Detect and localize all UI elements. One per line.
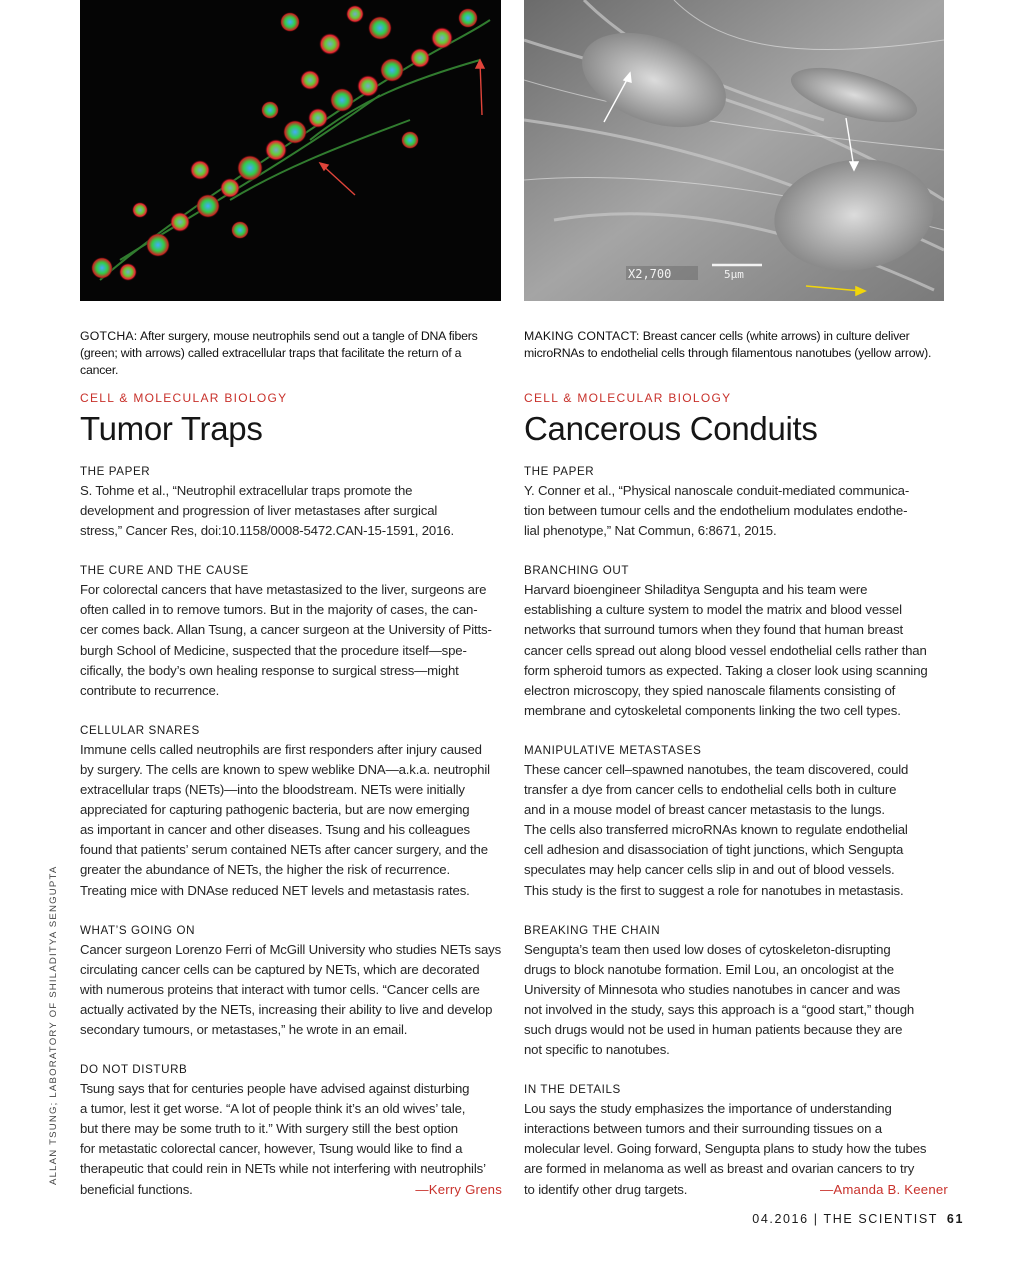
body-line: stress,” Cancer Res, doi:10.1158/0008-5472.CAN-15-1591, 2016. [80, 523, 455, 539]
body-line: University of Minnesota who studies nanotubes in cancer and was [524, 981, 901, 997]
body-line: Harvard bioengineer Shiladitya Sengupta and his team were [524, 582, 868, 598]
body-line: cifically, the body’s own healing response to surgical stress—might [80, 662, 459, 678]
neutrophil-cell [237, 155, 263, 181]
neutrophil-cell [458, 8, 478, 28]
page-footer [752, 1212, 964, 1226]
body-line: such drugs would not be used in human patients because they are [524, 1021, 903, 1037]
neutrophil-cell [132, 202, 148, 218]
section-heading: CELLULAR SNARES [80, 723, 200, 737]
body-line: as important in cancer and other diseases. Tsung and his colleagues [80, 822, 470, 838]
section-heading: THE CURE AND THE CAUSE [80, 564, 249, 578]
tumor-traps-article [80, 328, 502, 1220]
body-line: burgh School of Medicine, suspected that the procedure itself—spe- [80, 642, 467, 658]
body-line: These cancer cell–spawned nanotubes, the team discovered, could [524, 761, 909, 777]
neutrophil-cell [368, 16, 392, 40]
section-heading: DO NOT DISTURB [80, 1063, 188, 1077]
section-body [80, 940, 502, 1040]
body-line: actually activated by the NETs, increasing their ability to live and develop [80, 1001, 493, 1017]
section-body [80, 1079, 502, 1200]
body-line: Y. Conner et al., “Physical nanoscale conduit-mediated communica- [524, 483, 910, 498]
article-section [80, 1060, 502, 1200]
section-kicker: CELL & MOLECULAR BIOLOGY [524, 391, 732, 405]
body-line: are formed in melanoma as well as breast and ovarian cancers to try [524, 1161, 915, 1177]
article-headline: Cancerous Conduits [524, 410, 818, 447]
body-line: tion between tumour cells and the endothelium modulates endothe- [524, 503, 908, 519]
neutrophil-cell [330, 88, 354, 112]
body-line: appreciated for capturing pathogenic bacteria, but are now emerging [80, 802, 470, 818]
body-line: cancer cells spread out along blood vessel endothelial cells rather than [524, 642, 927, 658]
section-body [80, 740, 502, 901]
neutrophil-cell [170, 212, 190, 232]
section-heading: BRANCHING OUT [524, 564, 630, 578]
body-line: often called in to remove tumors. But in the majority of cases, the can- [80, 602, 478, 618]
body-line: Tsung says that for centuries people have advised against disturbing [80, 1081, 470, 1097]
neutrophil-cell [196, 194, 220, 218]
neutrophil-cell [431, 27, 453, 49]
body-line: Lou says the study emphasizes the importance of understanding [524, 1101, 892, 1117]
body-line: cer comes back. Allan Tsung, a cancer surgeon at the University of Pitts- [80, 622, 492, 638]
body-line: transfer a dye from cancer cells to endothelial cells both in culture [524, 782, 897, 798]
section-body [524, 481, 948, 541]
body-line: beneficial functions. [80, 1181, 193, 1197]
nanotubes-sem-photo [524, 0, 944, 301]
body-line: For colorectal cancers that have metastasized to the liver, surgeons are [80, 582, 487, 598]
body-line: circulating cancer cells can be captured by NETs, which are decorated [80, 961, 480, 977]
section-heading: THE PAPER [524, 465, 595, 478]
neutrophil-cell [146, 233, 170, 257]
sem-scale-label: 5µm [724, 268, 744, 281]
cancerous-conduits-article [524, 328, 948, 1220]
footer-separator: | [813, 1212, 819, 1226]
body-line: interactions between tumors and their surrounding tissues on a [524, 1121, 882, 1137]
neutrophil-cell [380, 58, 404, 82]
section-body [80, 481, 502, 541]
section-body [80, 580, 502, 701]
body-line-with-signoff [80, 1180, 502, 1200]
section-heading: THE PAPER [80, 465, 151, 478]
body-line: speculates may help cancer cells slip in and out of blood vessels. [524, 862, 895, 878]
issue-date: 04.2016 [752, 1212, 809, 1226]
caption-text: Breast cancer cells (white arrows) in culture deliver microRNAs to endothelial cells through filamentous nanotubes (yellow arrow). [524, 329, 932, 360]
body-line: to identify other drug targets. [524, 1181, 688, 1197]
body-line: establishing a culture system to model the matrix and blood vessel [524, 602, 902, 618]
body-line: Cancer surgeon Lorenzo Ferri of McGill University who studies NETs says [80, 941, 502, 957]
article-headline: Tumor Traps [80, 410, 263, 447]
body-line: a tumor, lest it get worse. “A lot of people think it’s an old wives’ tale, [80, 1101, 466, 1117]
left-photo-caption [80, 328, 502, 390]
neutrophil-cell [220, 178, 240, 198]
article-section [80, 561, 502, 701]
body-line: Sengupta’s team then used low doses of cytoskeleton-disrupting [524, 941, 891, 957]
neutrophil-cell [280, 12, 300, 32]
photo-credit: ALLAN TSUNG; LABORATORY OF SHILADITYA SENGUPTA [48, 865, 59, 1185]
body-line: This study is the first to suggest a role for nanotubes in metastasis. [524, 882, 904, 898]
caption-label: MAKING CONTACT: [524, 329, 640, 343]
article-section [524, 561, 948, 721]
body-line: not specific to nanotubes. [524, 1042, 670, 1058]
neutrophil-cell [308, 108, 328, 128]
body-line: development and progression of liver metastases after surgical [80, 503, 438, 519]
body-line: molecular level. Going forward, Sengupta plans to study how the tubes [524, 1141, 927, 1157]
article-section [524, 921, 948, 1061]
body-line: S. Tohme et al., “Neutrophil extracellular traps promote the [80, 483, 413, 498]
caption-label: GOTCHA: [80, 329, 138, 343]
article-section [524, 1080, 948, 1199]
body-line: found that patients’ serum contained NETs after cancer surgery, and the [80, 842, 488, 858]
body-line: greater the abundance of NETs, the higher the risk of recurrence. [80, 862, 450, 878]
caption-text: After surgery, mouse neutrophils send out a tangle of DNA fibers (green; with arrows) called extracellular traps that facilitate the return of a cancer. [80, 329, 478, 377]
section-body [524, 1099, 948, 1199]
body-line: The cells also transferred microRNAs known to regulate endothelial [524, 822, 908, 838]
section-kicker: CELL & MOLECULAR BIOLOGY [80, 391, 288, 405]
neutrophil-cell [231, 221, 249, 239]
author-signoff: —Amanda B. Keener [819, 1181, 948, 1197]
author-signoff: —Kerry Grens [415, 1181, 502, 1197]
neutrophil-cell [190, 160, 210, 180]
body-line: networks that surround tumors when they found that human breast [524, 622, 904, 638]
section-heading: BREAKING THE CHAIN [524, 923, 661, 937]
article-section [524, 741, 948, 901]
body-line: membrane and cytoskeletal components linking the two cell types. [524, 702, 901, 718]
article-section [80, 721, 502, 901]
section-body [524, 940, 948, 1061]
body-line: drugs to block nanotube formation. Emil Lou, an oncologist at the [524, 961, 894, 977]
body-line: therapeutic that could rein in NETs while not interfering with neutrophils’ [80, 1161, 486, 1177]
body-line: Immune cells called neutrophils are first responders after injury caused [80, 741, 482, 757]
body-line: not involved in the study, says this approach is a “good start,” though [524, 1001, 915, 1017]
body-line: electron microscopy, they spied nanoscale filaments consisting of [524, 682, 896, 698]
right-photo-caption [524, 328, 948, 390]
body-line: and in a mouse model of breast cancer metastasis to the lungs. [524, 802, 885, 818]
neutrophil-cell [91, 257, 113, 279]
neutrophil-cell [319, 33, 341, 55]
neutrophil-traps-photo [80, 0, 501, 301]
body-line: form spheroid tumors as expected. Taking a closer look using scanning [524, 662, 928, 678]
body-line: contribute to recurrence. [80, 682, 220, 698]
body-line: lial phenotype,” Nat Commun, 6:8671, 2015. [524, 523, 777, 539]
article-section [524, 462, 948, 541]
neutrophil-cell [283, 120, 307, 144]
body-line-with-signoff [524, 1180, 948, 1200]
neutrophil-micrograph [80, 0, 501, 301]
article-section [80, 462, 502, 541]
neutrophil-cell [300, 70, 320, 90]
section-heading: IN THE DETAILS [524, 1083, 621, 1097]
body-line: cell adhesion and disassociation of tight junctions, which Sengupta [524, 842, 904, 858]
neutrophil-cell [119, 263, 137, 281]
neutrophil-cell [261, 101, 279, 119]
article-section [80, 921, 502, 1040]
body-line: extracellular traps (NETs)—into the bloodstream. NETs were initially [80, 782, 465, 798]
body-line: Treating mice with DNAse reduced NET levels and metastasis rates. [80, 882, 470, 898]
section-heading: MANIPULATIVE METASTASES [524, 743, 702, 757]
neutrophil-cell [410, 48, 430, 68]
body-line: with numerous proteins that interact with tumor cells. “Cancer cells are [80, 981, 480, 997]
neutrophil-cell [401, 131, 419, 149]
page-number: 61 [946, 1212, 964, 1226]
neutrophil-cell [346, 5, 364, 23]
magazine-name: THE SCIENTIST [823, 1212, 938, 1226]
body-line: but there may be some truth to it.” With surgery still the best option [80, 1121, 458, 1137]
section-body [524, 760, 948, 901]
neutrophil-cell [357, 75, 379, 97]
sem-micrograph [524, 0, 944, 301]
section-heading: WHAT’S GOING ON [80, 923, 196, 937]
sem-magnification: X2,700 [628, 267, 672, 281]
section-body [524, 580, 948, 721]
body-line: by surgery. The cells are known to spew weblike DNA—a.k.a. neutrophil [80, 761, 490, 777]
body-line: for metastatic colorectal cancer, however, Tsung would like to find a [80, 1141, 463, 1157]
neutrophil-cell [265, 139, 287, 161]
body-line: secondary tumours, or metastases,” he wrote in an email. [80, 1021, 408, 1037]
